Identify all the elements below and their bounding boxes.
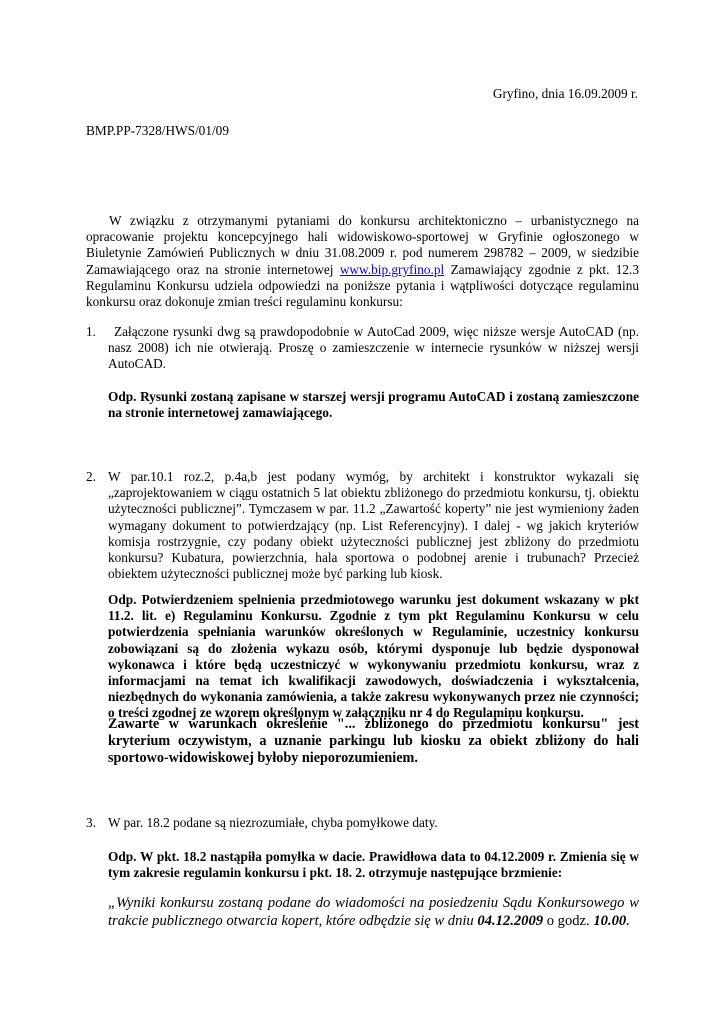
- question-1-text: Załączone rysunki dwg są prawdopodobnie w AutoCad 2009, więc niższe wersje AutoCAD (np. nasz 2008) ich nie otwierają. Proszę o zamieszczenie w internecie rysunków w niższej wersji AutoCAD.: [108, 324, 639, 372]
- question-number: 2.: [86, 469, 96, 484]
- quote-date: 04.12.2009: [477, 913, 544, 929]
- quote-text-before: „Wyniki konkursu zostaną podane do wiadomości na posiedzeniu Sądu Konkursowego w trakcie publicznego otwarcia kopert, które odbędzie się w dniu: [108, 895, 639, 929]
- quote-mid: o godz.: [546, 913, 590, 929]
- question-number: 3.: [86, 815, 96, 830]
- bip-website-link[interactable]: www.bip.gryfino.pl: [339, 261, 445, 277]
- answer-1-text: Odp. Rysunki zostaną zapisane w starszej wersji programu AutoCAD i zostaną zamieszczone na stronie internetowej zamawiającego.: [108, 389, 639, 421]
- question-2-text: W par.10.1 roz.2, p.4a,b jest podany wymóg, by architekt i konstruktor wykazali się „zaprojektowaniem w ciągu ostatnich 5 lat obiektu zbliżonego do przedmiotu konkursu, tj. obiektu użyteczności publicznej”. Tymczasem w par. 11.2 „Zawartość koperty” nie jest wymieniony żaden wymagany dokument to potwierdzający (np. List Referencyjny). I dalej - wg jakich kryteriów komisja rostrzygnie, czy podany obiekt użyteczności publicznej jest zbliżony do przedmiotu konkursu? Kubatura, powierzchnia, hala sportowa o podobnej arenie i trubunach? Przecież obiektem użyteczności publicznej może być parking lub kiosk.: [108, 469, 639, 582]
- quote-time: 10.00: [593, 913, 627, 929]
- quote-end: .: [626, 913, 630, 929]
- regulation-quote: [108, 894, 639, 930]
- answer-2-extra: Zawarte w warunkach określenie "... zbliżonego do przedmiotu konkursu" jest kryterium oczywistym, a uznanie parkingu lub kiosku za obiekt zbliżony do hali sportowo-widowiskowej byłoby nieporozumieniem.: [108, 716, 639, 766]
- answer-3-text: Odp. W pkt. 18.2 nastąpiła pomyłka w dacie. Prawidłowa data to 04.12.2009 r. Zmienia się w tym zakresie regulamin konkursu i pkt. 18. 2. otrzymuje następujące brzmienie:: [108, 849, 639, 881]
- question-3-text: W par. 18.2 podane są niezrozumiałe, chyba pomyłkowe daty.: [108, 815, 438, 830]
- intro-paragraph: [86, 213, 639, 310]
- reference-number: BMP.PP-7328/HWS/01/09: [86, 123, 229, 138]
- question-number: 1.: [86, 324, 96, 339]
- document-date: Gryfino, dnia 16.09.2009 r.: [492, 86, 638, 101]
- answer-2-text: Odp. Potwierdzeniem spelnienia przedmiotowego warunku jest dokument wskazany w pkt 11.2. lit. e) Regulaminu Konkursu. Zgodnie z tym pkt Regulaminu Konkursu w celu potwierdzenia spełniania warunków określonych w Regulaminie, uczestnicy konkursu zobowiązani są do złożenia wykazu osób, którymi dysponuje lub będzie dysponował wykonawca i które będą uczestniczyć w wykonywaniu przedmiotu konkursu, wraz z informacjami na temat ich kwalifikacji zawodowych, doświadczenia i wykształcenia, niezbędnych do wykonania zamówienia, a także zakresu wykonywanych przez nie czynności; o treści zgodnej ze wzorem określonym w załączniku nr 4 do Regulaminu konkursu.: [108, 592, 639, 721]
- intro-text-before: W związku z otrzymanymi pytaniami do konkursu architektoniczno – urbanistycznego na opracowanie projektu koncepcyjnego hali widowiskowo-sportowej w Gryfinie ogłoszonego w Biuletynie Zamówień Publicznych w dniu 31.08.2009 r. pod numerem 298782 – 2009, w siedzibie Zamawiającego oraz na stronie internetowej: [86, 213, 639, 277]
- intro-text-after: Zamawiający zgodnie z pkt. 12.3 Regulaminu Konkursu udziela odpowiedzi na poniższe pytania i wątpliwości dotyczące regulaminu konkursu oraz dokonuje zmian treści regulaminu konkursu:: [86, 261, 640, 310]
